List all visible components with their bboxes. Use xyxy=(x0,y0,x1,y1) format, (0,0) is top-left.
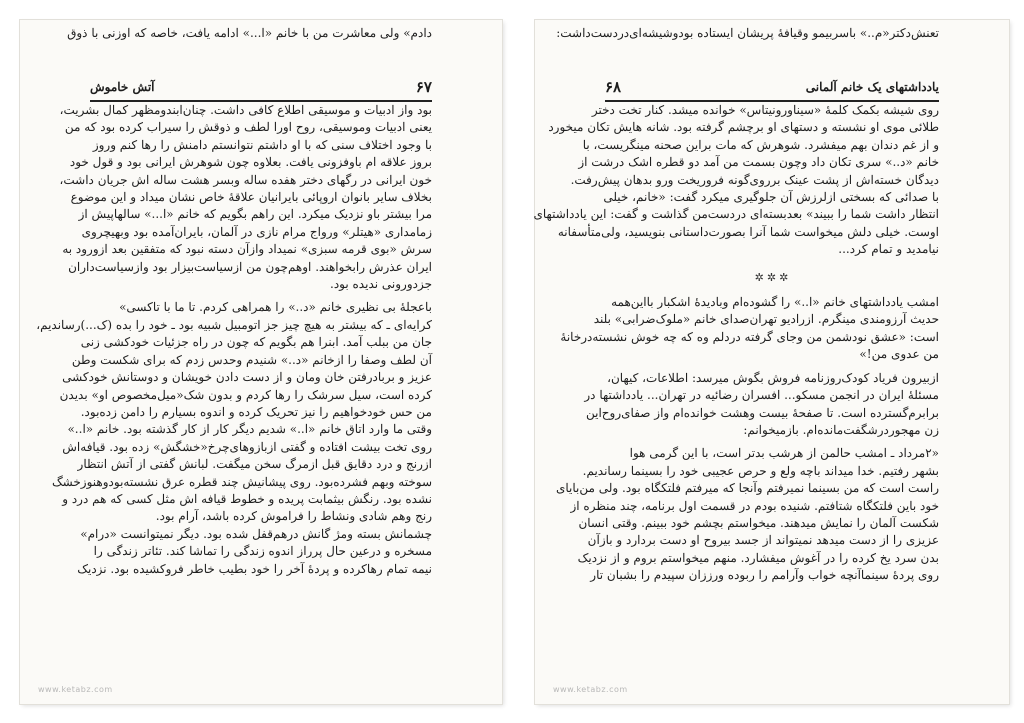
section-divider-stars: ✲✲✲ xyxy=(754,270,792,284)
text-line: جزدورونی ندیده بود. xyxy=(330,277,432,292)
book-title: آتش خاموش xyxy=(90,80,155,94)
text-line: آن لطف وصفا را ازخانم «د..» شنیدم وحدس زدم که برای شکست وطن xyxy=(71,352,432,367)
text-line: ازرنج و درد دقایق قبل ازمرگ سخن میگفت. لبانش گفتی از آتش انتظار xyxy=(77,457,432,472)
book-title: یادداشتهای یک خانم آلمانی xyxy=(805,80,939,94)
text-line: مرا بیشتر باو نزدیک میکرد. این راهم بگویم که خانم «ا...» سالهاپیش از xyxy=(78,207,432,222)
text-line: مسئلهٔ ایران در انجمن مسکو... افسران رضائیه در تهران... یادداشتها در xyxy=(584,388,939,403)
text-line: راست است که من بسینما نمیرفتم وآنجا که میرفتم فلتکگاه بود. ولی من‌بایای xyxy=(555,481,939,496)
text-line: من حس خودخواهیم را نیز تحریک کرده و اندوه بسیارم را دامن زده‌بود. xyxy=(80,404,432,419)
text-line: نیمه تمام رهاکرده و پردهٔ آخر را خود بطیب خاطر فروکشیده بود. نزدیک xyxy=(77,561,432,576)
text-line: نشده بود. رنگش بیثمابت پریده و خطوط قیافه اش مثل کسی که هم درد و xyxy=(62,491,432,506)
text-line: خون ایرانی در رگهای دختر هفده ساله وبسر هشت ساله اش جریان داشت، xyxy=(59,172,432,187)
watermark: www.ketabz.com xyxy=(38,685,113,694)
text-line: روی تخت بیشت افتاده و گفتی ازبازوهای‌چرخ«خشگش» زده بود. قیافه‌اش xyxy=(62,439,432,454)
text-line: کرایه‌ای ـ که بیشتر به هیچ چیز جز اتومبیل شبیه بود ـ خود را بده (ک...)رساندیم، xyxy=(36,317,432,332)
page-top-fragment: دادم» ولی معاشرت من با خانم «ا...» ادامه یافت، خاصه که اوزنی با ذوق xyxy=(67,26,432,40)
text-line: «۲مرداد ـ امشب حالمن از هرشب بدتر است، با این گرمی هوا xyxy=(629,446,939,461)
left-book-page xyxy=(20,20,502,704)
running-head xyxy=(90,78,432,102)
text-line: و از غم دندان بهم میفشرد. شوهرش که مات براین صحنه مینگریست، با xyxy=(582,137,939,152)
text-line: جان من ببلب آمد. ابنرا هم بگویم که چون در راه جزئیات خودکشی زنی xyxy=(80,335,432,350)
right-book-page xyxy=(535,20,1009,704)
page-number: ۶۸ xyxy=(605,78,622,96)
text-line: عزیزی را از دست میدهد نمیتواند از جسد بیروح او دست بردارد و بازآن xyxy=(587,533,939,548)
text-line: برابرم‌گسترده است. تا صفحهٔ بیست وهشت خوانده‌ام واز صفای‌روح‌این xyxy=(586,405,939,420)
text-line: بدن سرد یخ کرده را در آغوش میفشارد. منهم میخواستم بروم و از نزدیک xyxy=(577,550,939,565)
text-line: دیدگان خسته‌اش از پشت عینک برروی‌گونه فروریخت ورو بدهان پیش‌رفت. xyxy=(570,172,939,187)
body-paragraph-1 xyxy=(533,102,939,585)
text-line: است: «عشق نودشمن من وجای گرفته دردلم وه که چه خوش نشسته‌درخانهٔ xyxy=(560,329,939,344)
watermark: www.ketabz.com xyxy=(553,685,628,694)
page-top-fragment: تعنش‌دکتر«م..» باسربیمو وقیافهٔ پریشان ایستاده بودوشیشه‌ای‌دردست‌داشت: xyxy=(556,26,939,40)
text-line: سوخته وبهم فشرده‌بود. روی پیشانیش چند قطره عرق نشسته‌بودوهنوزخشگ xyxy=(51,474,432,489)
text-line: مسخره و درعین حال پرراز اندوه زندگی را تماشا کند. تئاتر زندگی را xyxy=(93,544,432,559)
text-line: ازبیرون فریاد کودک‌روزنامه فروش بگوش میرسد: اطلاعات، کیهان، xyxy=(607,370,939,385)
text-line: بشهر رفتیم. خدا میداند باچه ولع و حرص عجیبی خود را بسینما رساندیم. xyxy=(582,463,939,478)
text-line: با صدائی که بسختی ازلرزش آن جلوگیری میکرد گفت: «خانم، خیلی xyxy=(603,190,939,205)
text-line: زن مهجوردرشگفت‌مانده‌ام. بازمیخوانم: xyxy=(743,422,939,437)
text-line: کرده است، سیل سرشک را رها کردم و بدون شک«میل‌مخصوص او» بدیدن xyxy=(59,387,432,402)
body-paragraph-1 xyxy=(36,102,432,578)
text-line: چشمانش بسته ومژ گانش درهم‌قفل شده بود. دیگر نمیتوانست «درام» xyxy=(80,526,432,541)
text-line: با وجود اختلاف سنی که با او داشتم نتوانستم دامنش را رها کنم وروز xyxy=(92,137,432,152)
text-line: باعجلهٔ بی نظیری خانم «د..» را همراهی کردم. تا ما با تاکسی» xyxy=(119,300,432,315)
text-line: خود باین فلتکگاه شتافتم. شنیده بودم در قسمت اول برنامه، چند منظره از xyxy=(570,498,939,513)
text-line: نیامدید و تمام کرد... xyxy=(838,242,939,257)
text-line: سرش «بوی قرمه سبزی» نمیداد وازآن دسته نبود که متفقین بعد ازورود به xyxy=(62,242,432,257)
text-line: رنج وهم شادی ونشاط را فراموش کرده باشد، آرام بود. xyxy=(155,509,432,524)
page-number: ۶۷ xyxy=(415,78,432,96)
text-line: روی شیشه بکمک کلمهٔ «سینا‌ورونیتاس» خوانده میشد. کنار تخت دختر xyxy=(591,103,939,117)
text-line: یعنی ادبیات وموسیقی، روح اورا لطف و ذوقش را سیراب کرده بود که من xyxy=(64,120,432,135)
text-line: عزیز و بربادرفتن خان ومان و از دست دادن خویشان و دوستانش خودکشی xyxy=(62,370,432,385)
text-line: شکست آلمان را نمایش میدهند. میخواستم بچشم خود ببینم. وقتی انسان xyxy=(578,515,939,530)
text-line: خانم «د..» سری تکان داد وچون بسمت من آمد دو قطره اشک درشت از xyxy=(578,155,939,170)
text-line: روی پردهٔ سینماآنچه خواب وآرامم را ربوده ورززان سپیدم را بشبان تار xyxy=(590,568,939,583)
text-line: وقتی ما وارد اتاق خانم «ا..» شدیم دیگر کار از کار گذشته بود. خانم «ا..» xyxy=(67,422,432,437)
text-line: بروز علاقه ام باوفزونی یافت. بعلاوه چون شوهرش ایرانی بود و قول خود xyxy=(69,155,432,170)
text-line: زمامداری «هیتلر» ورواج مرام نازی در آلمان، بایران‌آمده بود وبهیچروی xyxy=(81,224,432,239)
running-head xyxy=(605,78,939,102)
text-line: طلائی موی او نشسته و دستهای او برچشم گرفته بود. شانه هایش تکان میخورد xyxy=(548,120,939,135)
text-line: ایران عذرش رابخواهند. اوهم‌چون من ازسیاست‌بیزار بود وازسیاست‌داران xyxy=(68,259,432,274)
text-line: حدیث آرزومندی مینگرم. ازرادیو تهران‌صدای خانم «ملوک‌ضرابی» بلند xyxy=(593,312,939,327)
text-line: بود واز ادبیات و موسیقی اطلاع کافی داشت. چنان‌ابندومظهر کمال بشریت، xyxy=(59,103,432,117)
text-line: بخلاف سایر بانوان اروپائی بایرانیان علاقهٔ خاص نشان میداد و این موضوع xyxy=(70,190,432,205)
text-line: امشب یادداشتهای خانم «ا..» را گشوده‌ام وبادیدهٔ اشکبار بااین‌همه xyxy=(611,295,939,310)
text-line: اوست. خیلی دلش میخواست شما آنرا بصورت‌داستانی بنویسید، ولی‌متأسفانه xyxy=(557,224,939,239)
text-line: انتظار داشت شما را ببیند» بعدبسته‌ای دردست‌من گذاشت و گفت: این یادداشتهای xyxy=(533,207,939,222)
text-line: من عدوی من!» xyxy=(859,347,939,362)
